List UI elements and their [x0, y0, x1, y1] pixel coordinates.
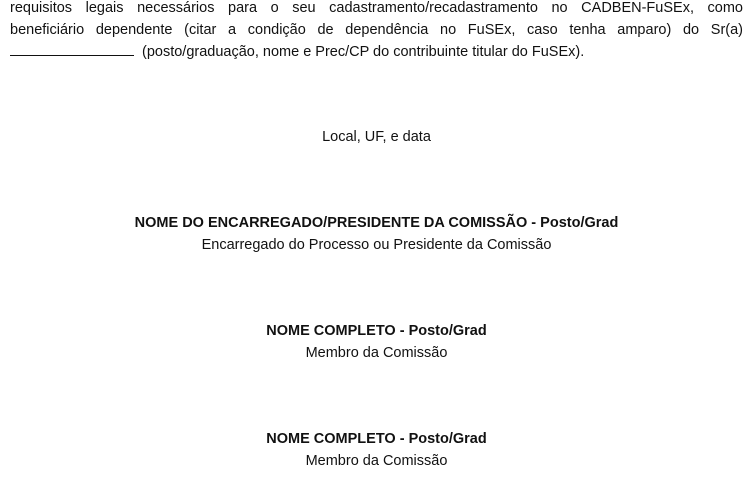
- signature-1-name: NOME DO ENCARREGADO/PRESIDENTE DA COMISSÃO - Posto/Grad: [134, 215, 619, 231]
- signature-3-name: NOME COMPLETO - Posto/Grad: [266, 431, 487, 447]
- date-line: Local, UF, e data: [322, 129, 431, 145]
- body-text-line-2: beneficiário dependente (citar a condição de dependência no FuSEx, caso tenha amparo) do Sr(a): [10, 22, 743, 38]
- body-text-line-3-text: (posto/graduação, nome e Prec/CP do contribuinte titular do FuSEx).: [142, 44, 585, 60]
- body-text-line-3: [10, 41, 743, 63]
- signature-3-role: Membro da Comissão: [305, 453, 448, 469]
- signature-2-name: NOME COMPLETO - Posto/Grad: [266, 323, 487, 339]
- signature-1-role: Encarregado do Processo ou Presidente da Comissão: [201, 237, 552, 253]
- fill-in-blank: [10, 41, 134, 56]
- body-text-line-1: requisitos legais necessários para o seu cadastramento/recadastramento no CADBEN-FuSEx, como: [10, 0, 743, 16]
- signature-2-role: Membro da Comissão: [305, 345, 448, 361]
